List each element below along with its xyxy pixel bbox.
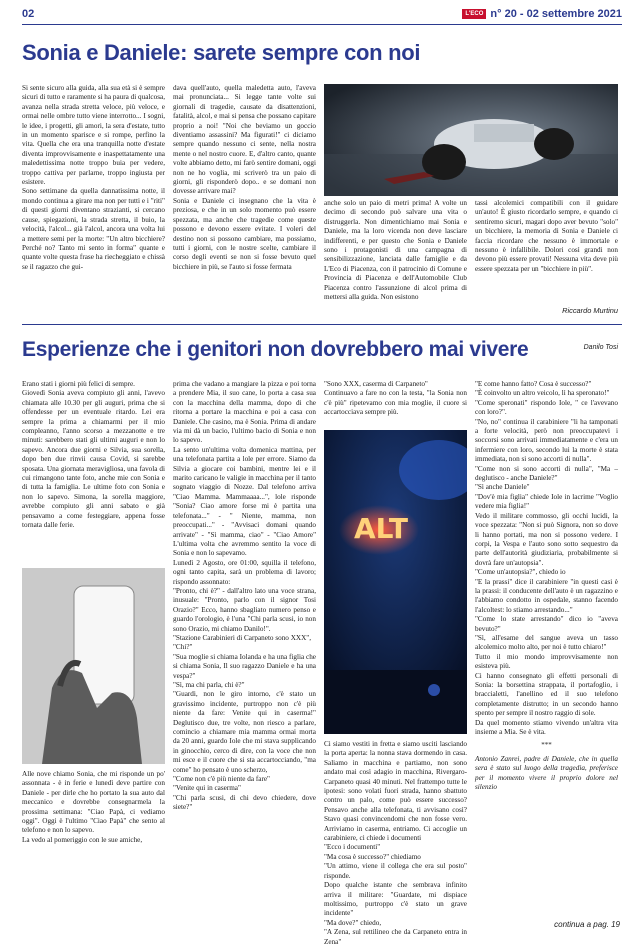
article2-col3-bottom: Ci siamo vestiti in fretta e siamo usciti lasciando la porta aperta: la nonna stava dormendo in casa. Saliamo in macchina e partiamo, non sono andato mai così adagio in macchina, Rivergaro-Carpaneto quasi 40 minuti. Nel frattempo tutte le ipotesi: sono volati fuori strada, hanno sbattuto contro un palo, come può essere successo? Pensavo anche alla telefonata, ti avvisano così? Stavo quasi convincendomi che non fosse vero. Arriviamo in caserma, entriamo. Ci accoglie un carabiniere, ci chiede i documenti "Ecco i documenti" "Ma cosa è successo?" chiediamo "Un attimo, viene il collega che era sul posto" risponde. Dopo qualche istante che sembrava infinito arriva il militare: "Guardate, mi dispiace moltissimo, purtroppo c'è stato un grave incidente" "Ma dove?" chiedo, "A Zena, sul rettilineo che da Carpaneto entra in Zena" — [324, 740, 467, 946]
police-stop-sign-photo — [324, 430, 467, 734]
article1-col3: anche solo un paio di metri prima! A volte un decimo di secondo può salvare una vita o distruggerla. Non dimentichiamo mai Sonia e Daniele, ma la loro vicenda non deve lasciare indifferenti, e per questo che Sonia e Daniele sono i protagonisti di una campagna di sensibilizzazione, lanciata dalle famiglie e da L'Eco di Piacenza, con il patrocinio di Comune e Provincia di Piacenza e dell'Automobile Club Piacenza contro l'assunzione di alcol prima di mettersi alla guida. Non esistono — [324, 199, 467, 302]
article1-col4: tassi alcolemici compatibili con il guidare un'auto! È giusto ricordarlo sempre, e quando ci sentiremo sicuri, magari dopo aver bevuto "solo" un bicchiere, la memoria di Sonia e Daniele ci faccia ricordare che nessuno è immortale e nessuno è infallibile. Dolori così grandi non devono più essere provati! Nessuna vita deve più essere spezzata per un "bicchiere in più". — [475, 199, 618, 273]
article2-col1-bottom: Alle nove chiamo Sonia, che mi risponde un po' assonnata - è in ferie e lunedì deve partire con Daniele - per dirle che ho portato la sua auto dal meccanico e dovrebbe consegnarmela la prossima settimana: "Ciao Papà, ci vediamo oggi". Oggi è l'ultimo "Ciao Papà" che sento al telefono e non lo sapevo. La vedo al pomeriggio con le sue amiche, — [22, 770, 165, 844]
issue-info — [462, 8, 622, 20]
article2-col4-wrap — [475, 380, 618, 792]
crashed-scooter-photo — [324, 84, 618, 196]
page-header — [22, 6, 622, 24]
article2-col1-top: Erano stati i giorni più felici di sempre. Giovedì Sonia aveva compiuto gli anni, l'avevo chiamata alle 10.30 per gli auguri, prima che si offendesse per un eventuale ritardo. Lei era sempre la prima a chiamarmi per il mio compleanno, l'anno scorso a mezzanotte e tre minuti: sarebbero stati gli ultimi auguri e non lo sapevo. Ancora due giorni e Silvia, sua sorella, dopo ben due rinvii causa Covid, si sarebbe sposata. Una giornata meravigliosa, una favola di cui rimangono tante foto, anche mie con Sonia e di tutta la famiglia. Le ultime foto con Sonia e non lo sapevo. Simona, la sorella maggiore, avrebbe compiuto gli anni sabato e già pensavamo a come festeggiare, appena fosse tornata dalle ferie. — [22, 380, 165, 530]
article2-col2: prima che vadano a mangiare la pizza e poi torna a prendere Mia, il suo cane, lo porta a casa sua con la macchina della mamma, dopo di che ritorna a portare la macchina e poi a casa con Daniele. Che casino, ma è Sonia. Prima di andare via mi dà un bacio, l'ultimo bacio di Sonia e non lo sapevo. La sento un'ultima volta domenica mattina, per una telefonata partita a lole per errore. Siamo da Silvia a giocare coi bambini, mentre lei e il marito caricano le valigie in macchina per il tanto sognato viaggio di Nozze. Dal telefono arriva "Ciao Mamma. Mammaaaa...", lole risponde "Sonia? Ciao amore forse mi è partita una telefonata..." - " Niente, mamma, non preoccupati..." - "Avvisaci domani quando arrivate" - "Sì mamma, ciao" - "Ciao Amore" L'ultima volta che avremmo sentito la voce di Sonia e non lo sapevamo. Lunedì 2 Agosto, ore 01:00, squilla il telefono, ogni tanto capita, sarà un problema di lavoro; rispondo assonnato: "Pronto, chi è?" - dall'altro lato una voce strana, inusuale: "Pronto, parlo con il signor Tosi Orazio?" Ecco, hanno sbagliato numero penso e guardo l'orologio, è l'una "Chi parla scusi, io non sono Orazio, mi chiamo Danilo!". "Stazione Carabinieri di Carpaneto sono XXX", "Chi?" "Sua moglie si chiama Iolanda e ha una figlia che si chiama Sonia, Il suo ragazzo Daniele e ha una vespa?" "Sì, ma chi parla, chi è?" "Guardi, non le giro intorno, c'è stato un gravissimo incidente, purtroppo non c'è più niente da fare: Venite qui in caserma!" Deglutisco due, tre volte, non riesco a parlare, comincio a chiamare mia mamma ormai morta da 20 anni, guardo Iole che mi stava supplicando in ginocchio, cerco di dire, con la voce che non mi esce e il cuore che si sta accartocciando, "ma come" ho pensato è uno scherzo, "Come non c'è più niente da fare" "Venite qui in caserma" "Chi parla scusi, di chi devo chiedere, dove siete?" — [173, 380, 316, 812]
article2-byline: Danilo Tosi — [583, 344, 618, 351]
page-number: 02 — [22, 8, 35, 20]
article1-title: Sonia e Daniele: sarete sempre con noi — [22, 40, 421, 65]
newspaper-logo: L'ECO — [462, 9, 486, 19]
header-rule — [22, 24, 622, 25]
article2-col3-top: "Sono XXX, caserma di Carpaneto" Continuavo a fare no con la testa, "la Sonia non c'è più" ripetevamo con mia moglie, il cuore si accartocciava sempre più. — [324, 380, 467, 417]
article2-closing-note: Antonio Zanrei, padre di Daniele, che in quella sera è stato sul luogo della tragedia, preferisce per il momento vivere il proprio dolore nel silenzio — [475, 754, 618, 792]
section-stars: *** — [541, 741, 552, 750]
article1-col1: Si sente sicuro alla guida, alla sua età si è sempre sicuri di tutto e raramente si ha paura di qualcosa, avanza nella strada stretta veloce, più veloce, e ormai nelle ombre tutto viene interrotto... I sogni, le idee, i progetti, gli amori, la sera d'estate, tutto in un momento sparisce e si rompe, perfino la vita. Quella che era una tranquilla notte d'estate diventa improvvisamente e inaspettatamente una maledettissima notte troppo buia per vedere, troppo cattiva per parlarne, troppo ingiusta per esistere. Sono settimane da quella dannatissima notte, il mondo continua a girare ma non per tutti e i "riti" di questi giorni diventano strazianti, si cercano cause, spiegazioni, la strada stretta, il buio, la velocità, l'alcol... già l'alcol, ancora una volta lui a mettere semi per la morte: "Un altro bicchiere? Perché no? Tanto mi sento in forma" quante e quante volte questa frase ha riecheggiato e chissà se il ragazzo che gui- — [22, 84, 165, 271]
article2-col4: "E come hanno fatto? Cosa è successo?" "È coinvolto un altro veicolo, lì ha speronato!" "Come speronati" rispondo Iole, " ce l'avevano con loro?". "No, no" continua il carabiniere "li ha tamponati a forte velocità, però non preoccupatevi i soccorsi sono arrivati immediatamente e c'era un infermiere con loro, secondo lui la morte è stata immediata, non si sono accorti di nulla". "Come non si sono accorti di nulla", "Ma – deglutisco - anche Daniele?" "Sì anche Daniele" "Dov'è mia figlia" chiede Iole in lacrime "Voglio vedere mia figlia!" Vedo il militare commosso, gli occhi lucidi, la voce spezzata: "Non si può Signora, non so dove li hanno portati, ma non si possono vedere. I corpi, la Vespa e l'auto sono sotto sequestro da parte dell'autorità giudiziaria, probabilmente si dovrà fare un'autopsia". "Come un'autopsia?", chiedo io "E la prassi" dice il carabiniere "in questi casi è la prassi: il conducente dell'auto è un ragazzino e l'abbiamo condotto in ospedale, stanno facendo l'alcoltest: lo stiamo arrestando..." "Come lo state arrestando" dico io "aveva bevuto?" "Sì, all'esame del sangue aveva un tasso alcolemico molto alto, per noi è tutto chiaro!" Tutto il mio mondo improvvisamente non esisteva più. Ci hanno consegnato gli effetti personali di Sonia: la borsettina strappata, il portafoglio, i braccialetti, l'anellino ed il suo telefono completamente distrutto; in un secondo hanno spento per sempre il nostro raggio di sole. Da quel momento stiamo vivendo un'altra vita insieme a Mia. Se è vita. — [475, 380, 618, 737]
article1-col2: dava quell'auto, quella maledetta auto, l'aveva mai pronunciata... Si legge tante volte sui giornali di tragedie, causate da disattenzioni, fatalità, alcol, e mai si pensa che possano capitare proprio a noi! "Noi che beviamo un goccio diventiamo assassini? Ma figurati!" ci diciamo sempre quando nessuno ci sente, nella nostra mente o nel nostro cuore. E, d'altro canto, quante volte abbiamo detto, mi farò sentire domani, oggi non ne ho voglia, mi scriverò tra un paio di giorni, gli risponderò dopo.. e se domani non dovesse arrivare mai? Sonia e Daniele ci insegnano che la vita è preziosa, e che in un solo momento può essere spezzata, ma anche che tragedie come queste possono e devono essere evitate. I voleri del destino non si possono cambiare, ma possiamo, tutti i giorni, con le nostre scelte, cambiare il corso degli eventi se non si fosse bevuto quel bicchiere in più, se l'auto si fosse fermata — [173, 84, 316, 271]
issue-date: n° 20 - 02 settembre 2021 — [490, 8, 622, 20]
article1-author: Riccardo Murtinu — [562, 306, 618, 315]
continue-note: continua a pag. 19 — [554, 920, 620, 929]
phone-in-hand-photo — [22, 568, 165, 764]
article-separator — [22, 324, 622, 325]
article2-title: Esperienze che i genitori non dovrebbero mai vivere — [22, 338, 529, 361]
alt-sign-text: ALT — [354, 512, 408, 545]
